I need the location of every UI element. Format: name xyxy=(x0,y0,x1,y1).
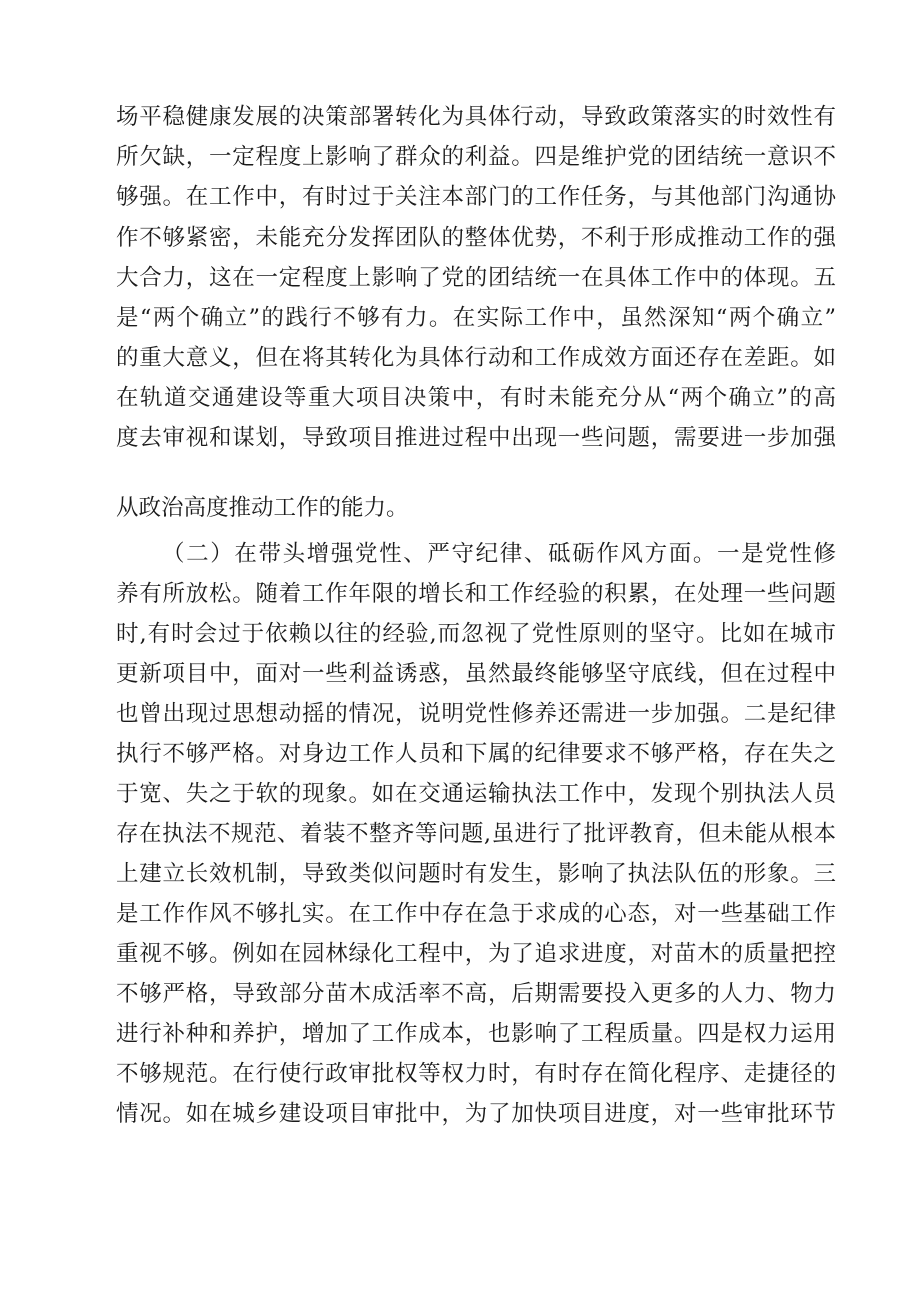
text-line-18: 存在执法不规范、着装不整齐等问题,虽进行了批评教育，但未能从根本 xyxy=(116,821,836,847)
text-line-19: 上建立长效机制，导致类似问题时有发生，影响了执法队伍的形象。三 xyxy=(116,861,836,887)
text-line-16: 执行不够严格。对身边工作人员和下属的纪律要求不够严格，存在失之 xyxy=(116,741,836,767)
text-line-25: 情况。如在城乡建设项目审批中，为了加快项目进度，对一些审批环节 xyxy=(116,1101,836,1127)
text-line-1: 场平稳健康发展的决策部署转化为具体行动，导致政策落实的时效性有 xyxy=(116,104,836,130)
text-line-13: 时,有时会过于依赖以往的经验,而忽视了党性原则的坚守。比如在城市 xyxy=(116,621,836,647)
text-line-17: 于宽、失之于软的现象。如在交通运输执法工作中，发现个别执法人员 xyxy=(116,781,836,807)
text-line-10: 从政治高度推动工作的能力。 xyxy=(116,495,409,521)
text-line-5: 大合力，这在一定程度上影响了党的团结统一在具体工作中的体现。五 xyxy=(116,265,836,291)
text-line-3: 够强。在工作中，有时过于关注本部门的工作任务，与其他部门沟通协 xyxy=(116,184,836,210)
text-line-6: 是“两个确立”的践行不够有力。在实际工作中，虽然深知“两个确立” xyxy=(116,305,836,331)
text-line-8: 在轨道交通建设等重大项目决策中，有时未能充分从“两个确立”的高 xyxy=(116,385,836,411)
text-line-20: 是工作作风不够扎实。在工作中存在急于求成的心态，对一些基础工作 xyxy=(116,901,836,927)
text-line-24: 不够规范。在行使行政审批权等权力时，有时存在简化程序、走捷径的 xyxy=(116,1061,836,1087)
text-line-2: 所欠缺，一定程度上影响了群众的利益。四是维护党的团结统一意识不 xyxy=(116,144,836,170)
text-line-23: 进行补种和养护，增加了工作成本，也影响了工程质量。四是权力运用 xyxy=(116,1021,836,1047)
text-line-14: 更新项目中，面对一些利益诱惑，虽然最终能够坚守底线，但在过程中 xyxy=(116,661,836,687)
section-heading-line: （二）在带头增强党性、严守纪律、砥砺作风方面。一是党性修 xyxy=(162,541,836,567)
text-line-7: 的重大意义，但在将其转化为具体行动和工作成效方面还存在差距。如 xyxy=(116,345,836,371)
text-line-9: 度去审视和谋划，导致项目推进过程中出现一些问题，需要进一步加强 xyxy=(116,425,836,451)
text-line-22: 不够严格，导致部分苗木成活率不高，后期需要投入更多的人力、物力 xyxy=(116,981,836,1007)
text-line-15: 也曾出现过思想动摇的情况，说明党性修养还需进一步加强。二是纪律 xyxy=(116,701,836,727)
text-line-21: 重视不够。例如在园林绿化工程中，为了追求进度，对苗木的质量把控 xyxy=(116,941,836,967)
text-line-12: 养有所放松。随着工作年限的增长和工作经验的积累，在处理一些问题 xyxy=(116,581,836,607)
text-line-4: 作不够紧密，未能充分发挥团队的整体优势，不利于形成推动工作的强 xyxy=(116,225,836,251)
